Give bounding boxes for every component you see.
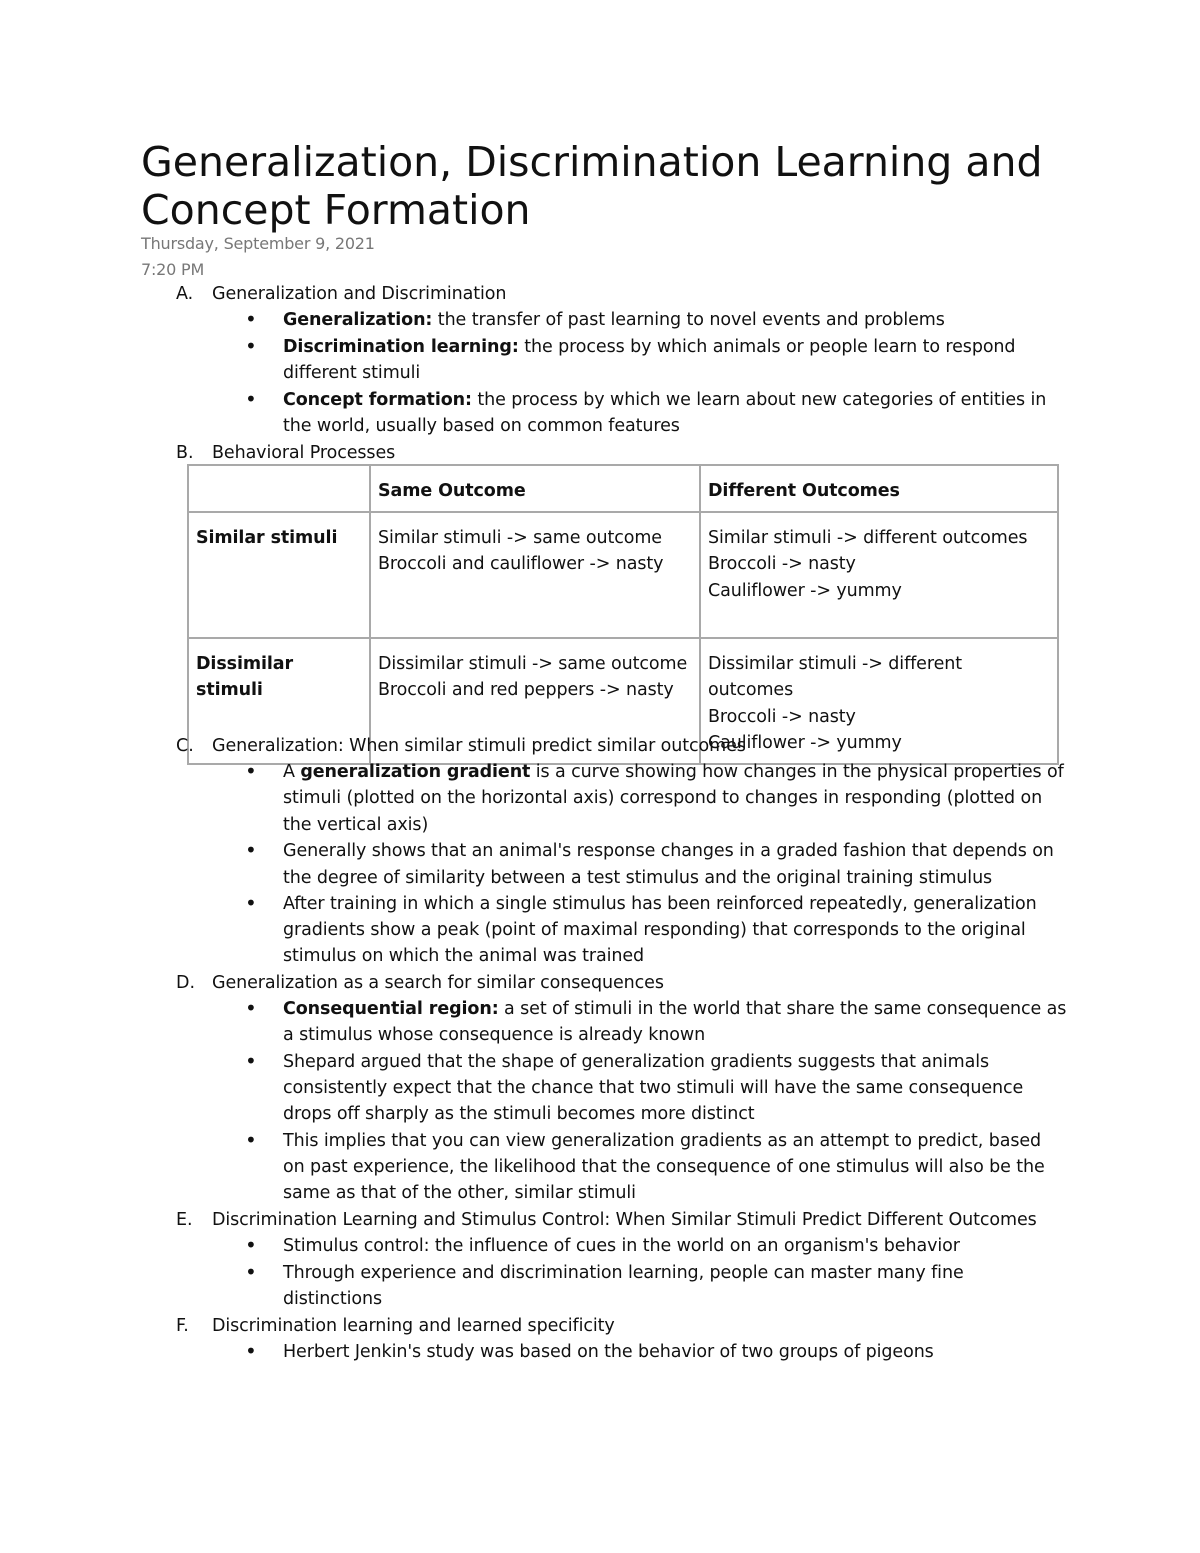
list-item: Stimulus control: the influence of cues in the world on an organism's behavior bbox=[283, 1236, 960, 1256]
section-c-heading: Generalization: When similar stimuli predict similar outcomes bbox=[212, 736, 746, 756]
list-item: Consequential region: a set of stimuli in the world that share the same consequence as bbox=[283, 999, 1067, 1019]
note-time: 7:20 PM bbox=[141, 260, 205, 279]
section-f-heading: Discrimination learning and learned specificity bbox=[212, 1316, 615, 1336]
section-d-heading: Generalization as a search for similar consequences bbox=[212, 973, 664, 993]
section-b-letter: B. bbox=[176, 443, 194, 463]
section-d-letter: D. bbox=[176, 973, 196, 993]
term: Concept formation: bbox=[283, 390, 472, 410]
list-item: Discrimination learning: the process by which animals or people learn to respond bbox=[283, 337, 1016, 357]
page-title: Generalization, Discrimination Learning and Concept Formation bbox=[141, 138, 1043, 234]
section-e-letter: E. bbox=[176, 1210, 193, 1230]
bullet-icon: • bbox=[245, 891, 257, 915]
list-item-continuation: drops off sharply as the stimuli becomes more distinct bbox=[283, 1104, 755, 1124]
bullet-icon: • bbox=[245, 334, 257, 358]
section-e-heading: Discrimination Learning and Stimulus Control: When Similar Stimuli Predict Different Outcomes bbox=[212, 1210, 1037, 1230]
bullet-icon: • bbox=[245, 307, 257, 331]
term: Discrimination learning: bbox=[283, 337, 519, 357]
bullet-icon: • bbox=[245, 1260, 257, 1284]
section-a-heading: Generalization and Discrimination bbox=[212, 284, 507, 304]
bullet-icon: • bbox=[245, 1339, 257, 1363]
list-item: Herbert Jenkin's study was based on the behavior of two groups of pigeons bbox=[283, 1342, 934, 1362]
bullet-icon: • bbox=[245, 1128, 257, 1152]
list-item: Shepard argued that the shape of generalization gradients suggests that animals bbox=[283, 1052, 990, 1072]
table-header-row bbox=[188, 465, 1058, 512]
term: generalization gradient bbox=[300, 762, 531, 782]
list-item-continuation: the world, usually based on common features bbox=[283, 416, 680, 436]
list-item: Generally shows that an animal's response changes in a graded fashion that depends on bbox=[283, 841, 1054, 861]
list-item-continuation: the vertical axis) bbox=[283, 815, 429, 835]
list-item-continuation: gradients show a peak (point of maximal responding) that corresponds to the original bbox=[283, 920, 1026, 940]
list-item-continuation: the degree of similarity between a test stimulus and the original training stimulus bbox=[283, 868, 993, 888]
table-header-cell: Same Outcome bbox=[370, 465, 700, 512]
section-a-letter: A. bbox=[176, 284, 194, 304]
term: Generalization: bbox=[283, 310, 433, 330]
list-item: This implies that you can view generalization gradients as an attempt to predict, based bbox=[283, 1131, 1042, 1151]
list-item-continuation: a stimulus whose consequence is already known bbox=[283, 1025, 706, 1045]
term: Consequential region: bbox=[283, 999, 499, 1019]
list-item: Generalization: the transfer of past learning to novel events and problems bbox=[283, 310, 945, 330]
section-c-letter: C. bbox=[176, 736, 194, 756]
bullet-icon: • bbox=[245, 1233, 257, 1257]
list-item-continuation: stimulus on which the animal was trained bbox=[283, 946, 644, 966]
bullet-icon: • bbox=[245, 838, 257, 862]
list-item-continuation: different stimuli bbox=[283, 363, 421, 383]
list-item: Concept formation: the process by which we learn about new categories of entities in bbox=[283, 390, 1047, 410]
list-item-continuation: same as that of the other, similar stimuli bbox=[283, 1183, 636, 1203]
table-cell: Similar stimuli -> same outcome Broccoli and cauliflower -> nasty bbox=[370, 512, 700, 638]
list-item: A generalization gradient is a curve showing how changes in the physical properties of bbox=[283, 762, 1064, 782]
row-label-cell: Similar stimuli bbox=[188, 512, 370, 638]
section-b-heading: Behavioral Processes bbox=[212, 443, 396, 463]
table-cell: Similar stimuli -> different outcomes Broccoli -> nasty Cauliflower -> yummy bbox=[700, 512, 1058, 638]
note-date: Thursday, September 9, 2021 bbox=[141, 234, 375, 253]
table-header-cell: Different Outcomes bbox=[700, 465, 1058, 512]
behavioral-processes-table bbox=[187, 464, 1059, 765]
row-label-cell: Dissimilar stimuli bbox=[188, 638, 370, 764]
table-cell: Dissimilar stimuli -> different outcomes Broccoli -> nasty Cauliflower -> yummy bbox=[700, 638, 1058, 764]
table-cell: Dissimilar stimuli -> same outcome Broccoli and red peppers -> nasty bbox=[370, 638, 700, 764]
bullet-icon: • bbox=[245, 996, 257, 1020]
table-row bbox=[188, 512, 1058, 638]
list-item-continuation: stimuli (plotted on the horizontal axis) correspond to changes in responding (plotted on bbox=[283, 788, 1043, 808]
list-item: Through experience and discrimination learning, people can master many fine bbox=[283, 1263, 964, 1283]
list-item-continuation: consistently expect that the chance that two stimuli will have the same consequence bbox=[283, 1078, 1024, 1098]
list-item: After training in which a single stimulus has been reinforced repeatedly, generalization bbox=[283, 894, 1037, 914]
bullet-icon: • bbox=[245, 759, 257, 783]
table-cell bbox=[188, 465, 370, 512]
list-item-continuation: on past experience, the likelihood that the consequence of one stimulus will also be the bbox=[283, 1157, 1045, 1177]
bullet-icon: • bbox=[245, 387, 257, 411]
bullet-icon: • bbox=[245, 1049, 257, 1073]
section-f-letter: F. bbox=[176, 1316, 189, 1336]
list-item-continuation: distinctions bbox=[283, 1289, 382, 1309]
